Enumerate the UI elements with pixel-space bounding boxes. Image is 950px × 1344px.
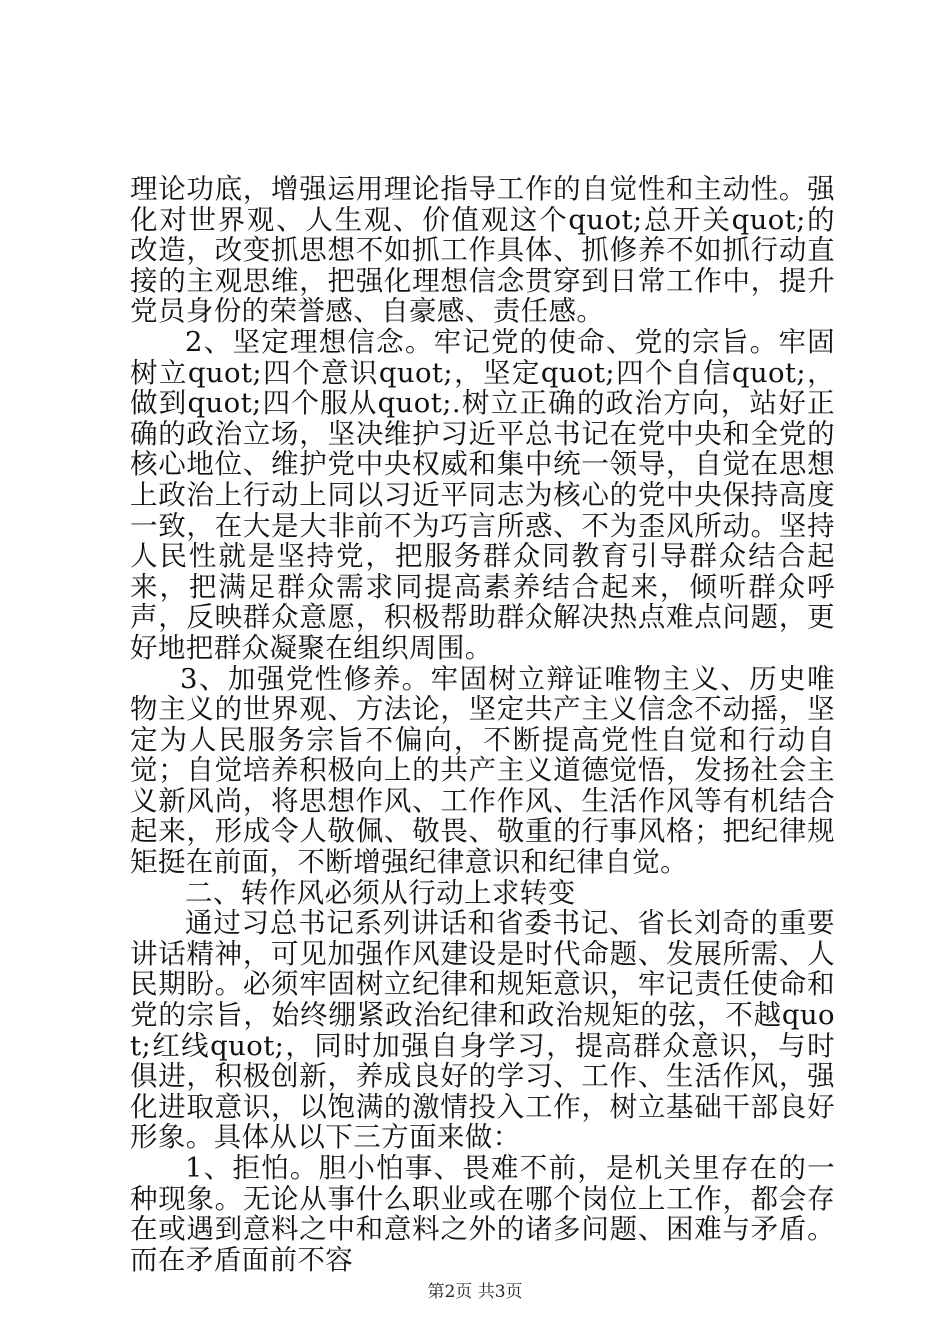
paragraph-reject-fear: 1、拒怕。胆小怕事、畏难不前，是机关里存在的一种现象。无论从事什么职业或在哪个岗位上工作，都会存在或遇到意料之中和意料之外的诸多问题、困难与矛盾。而在矛盾面前不容 xyxy=(130,1152,835,1276)
paragraph-work-style-intro: 通过习总书记系列讲话和省委书记、省长刘奇的重要讲话精神，可见加强作风建设是时代命题、发展所需、人民期盼。必须牢固树立纪律和规矩意识，牢记责任使命和党的宗旨，始终绷紧政治纪律和政治规矩的弦，不越quot;红线quot;，同时加强自身学习，提高群众意识，与时俱进，积极创新，养成良好的学习、工作、生活作风，强化进取意识，以饱满的激情投入工作，树立基础干部良好形象。具体从以下三方面来做： xyxy=(130,907,835,1154)
paragraph-continuation: 理论功底，增强运用理论指导工作的自觉性和主动性。强化对世界观、人生观、价值观这个quot;总开关quot;的改造，改变抓思想不如抓工作具体、抓修养不如抓行动直接的主观思维，把强化理想信念贯穿到日常工作中，提升党员身份的荣誉感、自豪感、责任感。 xyxy=(130,173,835,328)
section-heading-work-style: 二、转作风必须从行动上求转变 xyxy=(185,876,576,909)
paragraph-ideals-beliefs: 2、坚定理想信念。牢记党的使命、党的宗旨。牢固树立quot;四个意识quot;，坚定quot;四个自信quot;，做到quot;四个服从quot;.树立正确的政治方向，站好正确的政治立场，坚决维护习近平总书记在党中央和全党的核心地位、维护党中央权威和集中统一领导，自觉在思想上政治上行动上同以习近平同志为核心的党中央保持高度一致，在大是大非前不为巧言所惑、不为歪风所动。坚持人民性就是坚持党，把服务群众同教育引导群众结合起来，把满足群众需求同提高素养结合起来，倾听群众呼声，反映群众意愿，积极帮助群众解决热点难点问题，更好地把群众凝聚在组织周围。 xyxy=(130,325,835,664)
document-body xyxy=(130,174,835,1275)
paragraph-party-spirit: 3、加强党性修养。牢固树立辩证唯物主义、历史唯物主义的世界观、方法论，坚定共产主义信念不动摇，坚定为人民服务宗旨不偏向，不断提高党性自觉和行动自觉；自觉培养积极向上的共产主义道德觉悟，发扬社会主义新风尚，将思想作风、工作作风、生活作风等有机结合起来，形成令人敬佩、敬畏、敬重的行事风格；把纪律规矩挺在前面，不断增强纪律意识和纪律自觉。 xyxy=(130,662,835,879)
page-footer xyxy=(0,1282,950,1302)
page-indicator: 第2页 共3页 xyxy=(427,1282,523,1302)
